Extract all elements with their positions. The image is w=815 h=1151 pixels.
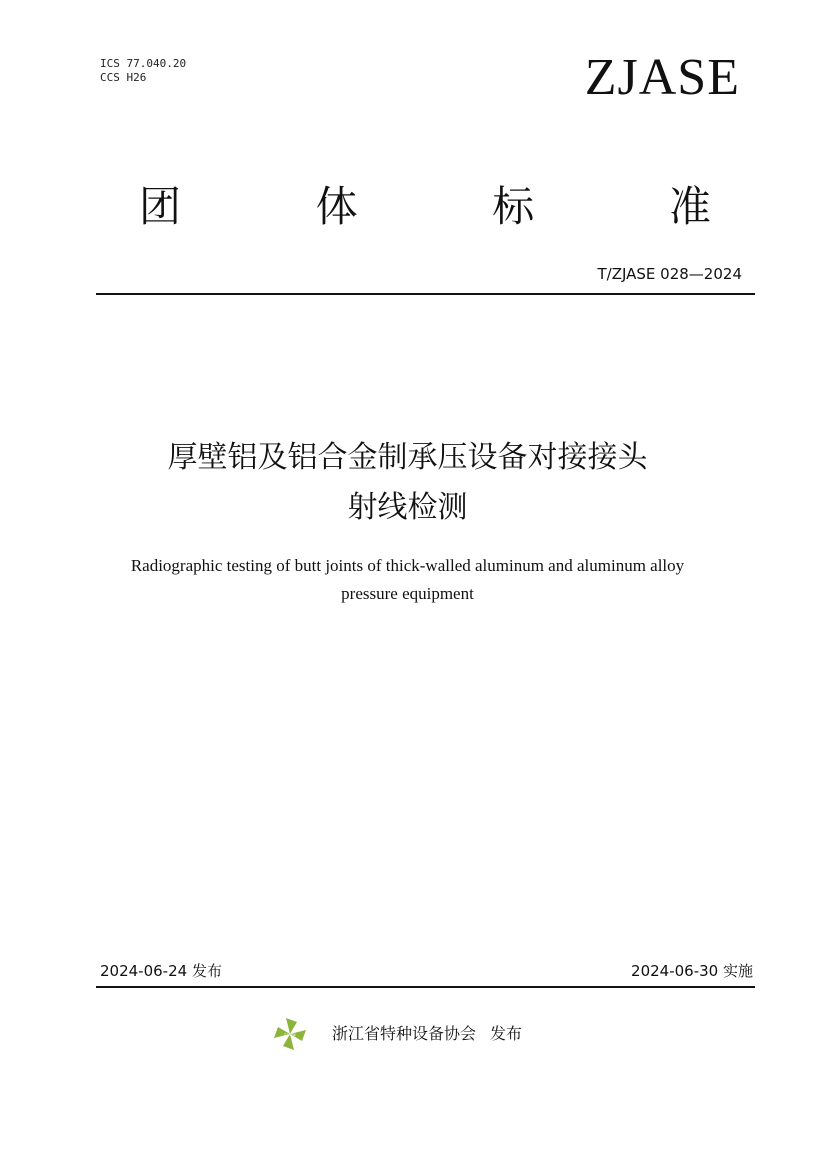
- standard-type-char: 标: [492, 182, 535, 231]
- ccs-code: CCS H26: [100, 71, 147, 84]
- top-divider: [96, 293, 755, 295]
- brand-wordmark: ZJASE: [584, 49, 740, 106]
- logo-text: ZJASE: [283, 1032, 297, 1037]
- publisher-action: 发布: [490, 1024, 523, 1043]
- classification-codes: [100, 57, 186, 85]
- standard-type-heading: [130, 177, 720, 237]
- zjase-pinwheel-logo-icon: [270, 1014, 310, 1054]
- standard-type-char: 准: [668, 182, 711, 231]
- ics-code: ICS 77.040.20: [100, 57, 187, 70]
- issue-date: 2024-06-24 发布: [100, 962, 222, 980]
- chinese-title: [60, 433, 755, 533]
- chinese-title-line: 厚壁铝及铝合金制承压设备对接接头: [167, 440, 648, 475]
- bottom-divider: [96, 986, 755, 988]
- english-title: [60, 552, 755, 608]
- chinese-title-line: 射线检测: [347, 490, 468, 525]
- standard-type-char: 体: [315, 182, 358, 231]
- publisher-line: [332, 1023, 522, 1045]
- standard-type-char: 团: [138, 182, 181, 231]
- english-title-line: Radiographic testing of butt joints of thick-walled aluminum and aluminum alloy: [130, 556, 685, 575]
- standard-code: T/ZJASE 028—2024: [597, 265, 742, 283]
- english-title-line: pressure equipment: [341, 584, 474, 603]
- effective-date: 2024-06-30 实施: [631, 962, 753, 980]
- publisher-organization: 浙江省特种设备协会: [332, 1024, 477, 1043]
- pinwheel-icon: [270, 1014, 310, 1054]
